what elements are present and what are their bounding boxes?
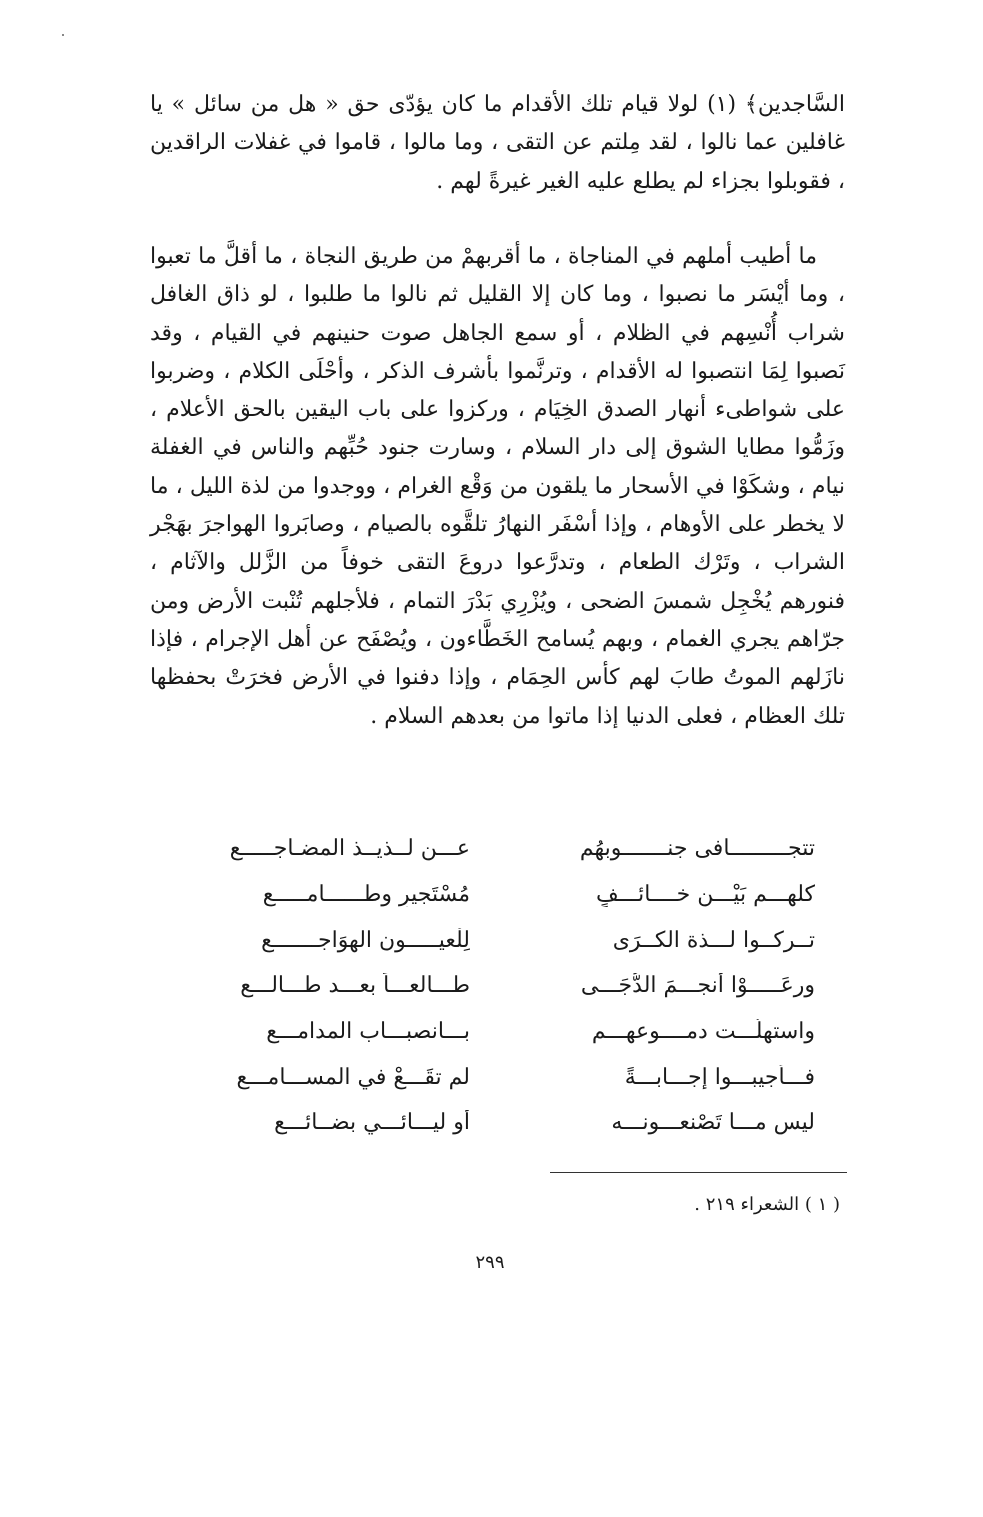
scan-speck [62,34,64,36]
paragraph-main-text: ما أطيب أملهم في المناجاة ، ما أقربهمْ من طريق النجاة ، ما أقلَّ ما تعبوا ، وما أيْسَر ما نصبوا ، وما كان إلا القليل ثم نالوا ما طلبوا ، لو ذاق الغافل شراب أُنْسِهم في الظلام ، أو سمع الجاهل صوت حنينهم في القيام ، وقد نَصبوا لِمَا انتصبوا له الأقدام ، وترنَّموا بأشرف الذكر ، وأحْلَى الكلام ، وضربوا على شواطىء أنهار الصدق الخِيَام ، وركزوا على باب اليقين بالحق الأعلام ، وزَمُّوا مطايا الشوق إلى دار السلام ، وسارت جنود حُبِّهم والناس في الغفلة نيام ، وشكَوْا في الأسحار ما يلقون من وَقْع الغرام ، ووجدوا من لذة الليل ، ما لا يخطر على الأوهام ، وإذا أسْفَر النهارُ تلقَّوه بالصيام ، وصابَروا الهواجرَ بهَجْر الشراب ، وتَرْك الطعام ، وتدرَّعوا دروعَ التقى خوفاً من الزَّلل والآثام ، فنورهم يُخْجِل شمسَ الضحى ، ويُزْرِي بَدْرَ التمام ، فلأجلهم تُنْبت الأرض ومن جرّاهم يجري الغمام ، وبهم يُسامح الخَطَّاءون ، ويُصْفَح عن أهل الإجرام ، فإذا نازَلهم الموتُ طابَ لهم كأس الحِمَام ، وإذا دفنوا في الأرض فخرَتْ بحفظها تلك العظام ، فعلى الدنيا إذا ماتوا من بعدهم السلام . [150,244,845,729]
verse-second-hemistich: لِلْعيـــــون الهوَاجـــــــع [261,927,470,953]
verse-first-hemistich: فـــأجيبـــوا إجـــابـــةً [624,1064,815,1090]
footnote: ( ١ ) الشعراء ٢١٩ . [694,1194,840,1215]
poem [150,826,845,1146]
paragraph-continuation: السَّاجدين﴾ (١) لولا قيام تلك الأقدام ما كان يؤدّى حق « هل من سائل » يا غافلين عما نالوا ، لقد مِلتم عن التقى ، وما مالوا ، قاموا في غفلات الراقدين ، فقوبلوا بجزاء لم يطلع عليه الغير غيرةً لهم . [150,92,845,194]
page-number: ٢٩٩ [475,1252,505,1273]
verse-second-hemistich: أو ليـــائـــي بضــائـــع [274,1110,470,1136]
verse-first-hemistich: ورعَـــــوْا أنجـــمَ الدُّجَـــى [580,973,815,999]
verse-second-hemistich: لم تقَـــعْ في المســـامـــع [236,1064,470,1090]
verse-first-hemistich: تتجـــــــــافى جنـــــــوبهُم [579,836,815,862]
poem-verse [150,1100,845,1146]
verse-first-hemistich: كلهـــم بَيْـــن خــــائـــفٍ [595,882,815,908]
verse-second-hemistich: عـــن لــذيــذ المضـاجـــــع [229,836,470,862]
verse-first-hemistich: واستهلّـــت دمــــوعهـــم [591,1019,815,1045]
paragraph-main [150,238,845,736]
poem-verse [150,826,845,872]
footnote-divider [550,1172,847,1173]
verse-second-hemistich: بـــانصبـــاب المدامـــع [266,1019,470,1045]
poem-verse [150,1054,845,1100]
verse-second-hemistich: مُسْتَجيرٍ وطــــــامـــــع [262,882,470,908]
poem-verse [150,1009,845,1055]
poem-verse [150,872,845,918]
verse-second-hemistich: طـــالعـــاً بعـــد طـــالـــع [240,973,470,999]
verse-first-hemistich: تــركــوا لـــذة الكــرَى [612,927,815,953]
verse-first-hemistich: ليس مـــا تَصْنعـــونـــه [611,1110,815,1136]
poem-verse [150,917,845,963]
poem-verse [150,963,845,1009]
